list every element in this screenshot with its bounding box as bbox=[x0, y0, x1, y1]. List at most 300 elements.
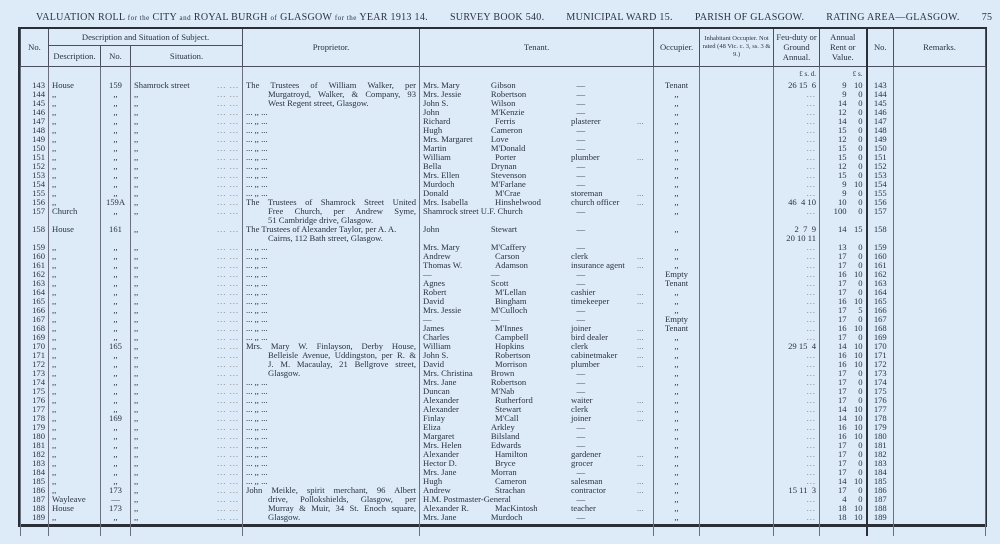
header-no-right: No. bbox=[867, 29, 894, 66]
row-number: 171 bbox=[21, 351, 49, 360]
occupier-cell: ,, bbox=[654, 477, 700, 486]
feu-duty-value: ... bbox=[806, 467, 817, 477]
situation bbox=[134, 306, 239, 315]
rent-shillings: 10 bbox=[853, 476, 863, 486]
row-number: 150 bbox=[21, 144, 49, 153]
feu-duty-value: 26 15 6 bbox=[788, 80, 817, 90]
row-number-right: 171 bbox=[867, 351, 894, 360]
tenant-surname: M'Crae bbox=[495, 188, 521, 198]
annual-rent-cell bbox=[820, 495, 867, 504]
feu-duty-value: ... bbox=[806, 287, 817, 297]
tenant-occupation: — bbox=[576, 161, 586, 171]
situation-cell bbox=[131, 135, 243, 144]
tenant-surname: Hopkins bbox=[495, 341, 525, 351]
rent-pounds: 13 bbox=[837, 242, 847, 252]
situation bbox=[134, 450, 239, 459]
description-cell: ,, bbox=[49, 117, 101, 126]
description-cell: ,, bbox=[49, 369, 101, 378]
house-number: ,, bbox=[101, 423, 131, 432]
annual-rent bbox=[823, 333, 863, 342]
annual-rent-cell bbox=[820, 432, 867, 441]
header-annual-rent: Annual Rent or Value. bbox=[820, 29, 867, 66]
tenant bbox=[423, 225, 650, 234]
feu-duty-value: ... bbox=[806, 98, 817, 108]
feu-duty-cell bbox=[774, 468, 820, 477]
situation-text: ,, bbox=[134, 314, 139, 324]
proprietor-cell bbox=[243, 126, 420, 135]
tenant-name: Shamrock street U.F. Church bbox=[423, 206, 523, 216]
rent-pounds: 17 bbox=[837, 386, 847, 396]
annual-rent-cell bbox=[820, 423, 867, 432]
feu-duty-cell bbox=[774, 90, 820, 99]
tenant-first-name: Charles bbox=[423, 332, 450, 342]
situation-cell bbox=[131, 207, 243, 225]
proprietor-cell bbox=[243, 108, 420, 117]
remarks-cell bbox=[894, 297, 986, 306]
tenant-first-name: John bbox=[423, 224, 440, 234]
rent-pounds: 16 bbox=[837, 323, 847, 333]
tenant bbox=[423, 441, 650, 450]
situation bbox=[134, 153, 239, 162]
table-row bbox=[21, 270, 986, 279]
situation-cell bbox=[131, 306, 243, 315]
tenant bbox=[423, 198, 650, 207]
feu-duty-value: ... bbox=[806, 494, 817, 504]
inhabitant-occupier-cell bbox=[700, 387, 774, 396]
description-cell: ,, bbox=[49, 351, 101, 360]
situation-text: ,, bbox=[134, 512, 139, 522]
row-number: 175 bbox=[21, 387, 49, 396]
proprietor-cell bbox=[243, 396, 420, 405]
tenant-first-name: Alexander bbox=[423, 449, 459, 459]
rent-shillings: 10 bbox=[853, 269, 863, 279]
inhabitant-occupier-cell bbox=[700, 477, 774, 486]
feu-duty-cell bbox=[774, 306, 820, 315]
annual-rent-cell bbox=[820, 504, 867, 513]
situation-text: ,, bbox=[134, 260, 139, 270]
tenant-surname: — bbox=[490, 269, 500, 279]
row-number: 187 bbox=[21, 495, 49, 504]
tenant-first-name: Donald bbox=[423, 188, 449, 198]
row-number-right: 187 bbox=[867, 495, 894, 504]
dots-leader: ... bbox=[637, 332, 644, 342]
proprietor-line: ... ,, ... bbox=[246, 143, 268, 153]
feu-duty-value: ... bbox=[806, 134, 817, 144]
situation-text: ,, bbox=[134, 467, 139, 477]
house-number: ,, bbox=[101, 378, 131, 387]
feu-duty-value: ... bbox=[806, 116, 817, 126]
tenant-occupation: — bbox=[576, 143, 586, 153]
situation-text: ,, bbox=[134, 350, 139, 360]
feu-duty-cell bbox=[774, 162, 820, 171]
proprietor-cell bbox=[243, 279, 420, 288]
situation bbox=[134, 396, 239, 405]
occupier-cell: ,, bbox=[654, 189, 700, 198]
annual-rent bbox=[823, 144, 863, 153]
tenant-surname: Bingham bbox=[495, 296, 527, 306]
annual-rent bbox=[823, 189, 863, 198]
tenant-cell bbox=[420, 252, 654, 261]
empty-cell bbox=[774, 522, 820, 536]
tenant-first-name: Andrew bbox=[423, 251, 451, 261]
row-number: 169 bbox=[21, 333, 49, 342]
occupier-cell: ,, bbox=[654, 468, 700, 477]
occupier-cell: ,, bbox=[654, 297, 700, 306]
annual-rent bbox=[823, 486, 863, 495]
rent-shillings: 0 bbox=[858, 170, 863, 180]
rent-shillings: 15 bbox=[853, 224, 863, 234]
proprietor-line: The Trustees of Alexander Taylor, per A. A. bbox=[246, 224, 397, 234]
tenant bbox=[423, 315, 650, 324]
annual-rent-cell bbox=[820, 126, 867, 135]
annual-rent-cell bbox=[820, 252, 867, 261]
proprietor-line: John Meikle, spirit merchant, 96 Albert bbox=[246, 485, 417, 495]
rent-pounds: 15 bbox=[837, 152, 847, 162]
situation-cell bbox=[131, 369, 243, 378]
inhabitant-occupier-cell bbox=[700, 459, 774, 468]
tenant-occupation: — bbox=[576, 368, 586, 378]
proprietor-line: ... ,, ... bbox=[246, 440, 268, 450]
title-text: ROYAL BURGH bbox=[193, 12, 268, 23]
feu-duty-cell bbox=[774, 252, 820, 261]
feu-duty-cell bbox=[774, 198, 820, 207]
row-number-right: 179 bbox=[867, 423, 894, 432]
row-number: 186 bbox=[21, 486, 49, 495]
dots-leader: ... ... bbox=[216, 269, 240, 279]
proprietor-line: Murray & Muir, 34 St. Enoch square, bbox=[268, 503, 417, 513]
situation bbox=[134, 270, 239, 279]
rent-shillings: 10 bbox=[853, 503, 863, 513]
rent-pounds: 14 bbox=[837, 224, 847, 234]
annual-rent bbox=[823, 117, 863, 126]
house-number: ,, bbox=[101, 207, 131, 225]
row-number-right: 149 bbox=[867, 135, 894, 144]
annual-rent-cell bbox=[820, 270, 867, 279]
house-number: ,, bbox=[101, 144, 131, 153]
description-cell: ,, bbox=[49, 342, 101, 351]
situation-cell bbox=[131, 333, 243, 342]
dots-leader: ... ... bbox=[216, 494, 240, 504]
proprietor-line: drive, Pollokshields, Glasgow, per bbox=[268, 494, 417, 504]
remarks-cell bbox=[894, 360, 986, 369]
row-number-right: 173 bbox=[867, 369, 894, 378]
feu-duty-value: ... bbox=[806, 296, 817, 306]
inhabitant-occupier-cell bbox=[700, 315, 774, 324]
tenant-surname: M'Farlane bbox=[490, 179, 526, 189]
feu-duty-value: 29 15 4 bbox=[788, 341, 817, 351]
house-number: ,, bbox=[101, 117, 131, 126]
house-number: 169 bbox=[101, 414, 131, 423]
tenant-occupation: — bbox=[576, 377, 586, 387]
inhabitant-occupier-cell bbox=[700, 243, 774, 252]
dots-leader: ... ... bbox=[216, 413, 240, 423]
feu-duty-value: ... bbox=[806, 107, 817, 117]
tenant-first-name: Hugh bbox=[423, 125, 443, 135]
empty-cell bbox=[894, 522, 986, 536]
annual-rent-cell bbox=[820, 180, 867, 189]
situation bbox=[134, 414, 239, 423]
row-number-right: 148 bbox=[867, 126, 894, 135]
tenant-first-name: Bella bbox=[423, 161, 442, 171]
description-cell: ,, bbox=[49, 288, 101, 297]
annual-rent bbox=[823, 405, 863, 414]
house-number: 165 bbox=[101, 342, 131, 351]
dots-leader: ... ... bbox=[216, 98, 240, 108]
inhabitant-occupier-cell bbox=[700, 468, 774, 477]
annual-rent-cell bbox=[820, 117, 867, 126]
description-cell: ,, bbox=[49, 387, 101, 396]
row-number-right: 184 bbox=[867, 468, 894, 477]
remarks-cell bbox=[894, 342, 986, 351]
house-number: 161 bbox=[101, 225, 131, 243]
rent-shillings: 0 bbox=[858, 89, 863, 99]
row-number: 182 bbox=[21, 450, 49, 459]
remarks-cell bbox=[894, 99, 986, 108]
feu-duty-value: ... bbox=[806, 323, 817, 333]
annual-rent bbox=[823, 504, 863, 513]
inhabitant-occupier-cell bbox=[700, 261, 774, 270]
row-number: 176 bbox=[21, 396, 49, 405]
situation bbox=[134, 387, 239, 396]
tenant-first-name: — bbox=[423, 269, 432, 279]
dots-leader bbox=[639, 225, 650, 234]
proprietor-line: ... ,, ... bbox=[246, 287, 268, 297]
rent-shillings: 0 bbox=[858, 161, 863, 171]
situation-text: ,, bbox=[134, 224, 139, 234]
tenant bbox=[423, 360, 650, 369]
proprietor-line: Belleisle Avenue, Uddingston, per R. & bbox=[268, 350, 417, 360]
annual-rent-cell bbox=[820, 189, 867, 198]
feu-duty-cell bbox=[774, 342, 820, 351]
situation-text: ,, bbox=[134, 161, 139, 171]
title-text: for the bbox=[334, 14, 357, 22]
dots-leader: ... ... bbox=[216, 125, 240, 135]
tenant-surname: Morran bbox=[490, 467, 517, 477]
tenant bbox=[423, 342, 650, 351]
row-number-right: 147 bbox=[867, 117, 894, 126]
tenant-first-name: Robert bbox=[423, 287, 447, 297]
remarks-cell bbox=[894, 90, 986, 99]
inhabitant-occupier-cell bbox=[700, 441, 774, 450]
row-number: 165 bbox=[21, 297, 49, 306]
rent-pounds: 17 bbox=[837, 332, 847, 342]
table-row bbox=[21, 153, 986, 162]
table-row bbox=[21, 117, 986, 126]
tenant bbox=[423, 486, 650, 495]
tenant-occupation: cabinetmaker bbox=[571, 350, 618, 360]
tenant bbox=[423, 477, 650, 486]
proprietor-cell bbox=[243, 135, 420, 144]
rent-shillings: 0 bbox=[858, 368, 863, 378]
tenant-first-name: Martin bbox=[423, 143, 447, 153]
annual-rent-cell bbox=[820, 261, 867, 270]
inhabitant-occupier-cell bbox=[700, 90, 774, 99]
feu-duty-value: ... bbox=[806, 305, 817, 315]
feu-duty-cell bbox=[774, 324, 820, 333]
situation bbox=[134, 90, 239, 99]
inhabitant-occupier-cell bbox=[700, 297, 774, 306]
rent-shillings: 0 bbox=[858, 449, 863, 459]
feu-duty-value: ... bbox=[806, 503, 817, 513]
tenant-cell bbox=[420, 144, 654, 153]
feu-duty-cell bbox=[774, 99, 820, 108]
proprietor-line: ... ,, ... bbox=[246, 134, 268, 144]
remarks-cell bbox=[894, 162, 986, 171]
rent-pounds: 17 bbox=[837, 278, 847, 288]
dots-leader bbox=[639, 81, 650, 90]
row-number: 183 bbox=[21, 459, 49, 468]
situation bbox=[134, 126, 239, 135]
occupier-cell: ,, bbox=[654, 369, 700, 378]
proprietor-line: ... ,, ... bbox=[246, 251, 268, 261]
empty-cell bbox=[131, 522, 243, 536]
occupier-cell: ,, bbox=[654, 423, 700, 432]
tenant-cell bbox=[420, 297, 654, 306]
situation-cell bbox=[131, 315, 243, 324]
dots-leader bbox=[639, 207, 650, 216]
occupier-cell: Empty bbox=[654, 270, 700, 279]
tenant-occupation: — bbox=[576, 179, 586, 189]
situation bbox=[134, 279, 239, 288]
tenant bbox=[423, 513, 650, 522]
table-row bbox=[21, 378, 986, 387]
annual-rent-cell bbox=[820, 378, 867, 387]
situation-cell bbox=[131, 468, 243, 477]
occupier-cell: ,, bbox=[654, 306, 700, 315]
proprietor-line: ... ,, ... bbox=[246, 296, 268, 306]
row-number-right: 151 bbox=[867, 153, 894, 162]
tenant-cell bbox=[420, 396, 654, 405]
proprietor-cell bbox=[243, 477, 420, 486]
tenant-first-name: William bbox=[423, 341, 451, 351]
proprietor-line: Mrs. Mary W. Finlayson, Derby House, bbox=[246, 341, 417, 351]
feu-duty-value: ... bbox=[806, 188, 817, 198]
proprietor-cell bbox=[243, 99, 420, 108]
situation bbox=[134, 441, 239, 450]
row-number: 188 bbox=[21, 504, 49, 513]
rent-shillings: 0 bbox=[858, 314, 863, 324]
tenant-surname: M'Lellan bbox=[495, 287, 527, 297]
table-filler bbox=[21, 522, 986, 536]
situation-cell bbox=[131, 279, 243, 288]
dots-leader: ... ... bbox=[216, 485, 240, 495]
tenant bbox=[423, 306, 650, 315]
situation bbox=[134, 252, 239, 261]
tenant-surname: Bryce bbox=[495, 458, 516, 468]
remarks-cell bbox=[894, 486, 986, 495]
tenant-cell bbox=[420, 198, 654, 207]
proprietor-cell bbox=[243, 342, 420, 351]
tenant-occupation: timekeeper bbox=[571, 296, 610, 306]
table-row bbox=[21, 252, 986, 261]
row-number-right: 169 bbox=[867, 333, 894, 342]
situation bbox=[134, 135, 239, 144]
proprietor-cell bbox=[243, 387, 420, 396]
occupier-cell: Tenant bbox=[654, 324, 700, 333]
row-number: 174 bbox=[21, 378, 49, 387]
tenant-surname: Hamilton bbox=[495, 449, 528, 459]
inhabitant-occupier-cell bbox=[700, 342, 774, 351]
tenant-occupation: joiner bbox=[571, 413, 592, 423]
dots-leader: ... bbox=[637, 341, 644, 351]
proprietor-line: ... ,, ... bbox=[246, 116, 268, 126]
table-row bbox=[21, 387, 986, 396]
feu-duty-cell bbox=[774, 180, 820, 189]
annual-rent bbox=[823, 369, 863, 378]
remarks-cell bbox=[894, 477, 986, 486]
house-number: 173 bbox=[101, 504, 131, 513]
table-row bbox=[21, 288, 986, 297]
dots-leader: ... ... bbox=[216, 278, 240, 288]
tenant-surname: Cameron bbox=[490, 125, 523, 135]
table-row bbox=[21, 162, 986, 171]
table-row bbox=[21, 342, 986, 351]
feu-duty-value: ... bbox=[806, 152, 817, 162]
annual-rent bbox=[823, 288, 863, 297]
feu-duty-cell bbox=[774, 423, 820, 432]
situation-text: ,, bbox=[134, 251, 139, 261]
occupier-cell: ,, bbox=[654, 108, 700, 117]
tenant-first-name: John S. bbox=[423, 98, 449, 108]
dots-leader bbox=[639, 180, 650, 189]
row-number: 179 bbox=[21, 423, 49, 432]
roll-title bbox=[36, 12, 428, 23]
tenant-surname: Morrison bbox=[495, 359, 528, 369]
tenant-first-name: David bbox=[423, 359, 445, 369]
tenant-occupation: — bbox=[576, 80, 586, 90]
rent-shillings: 0 bbox=[858, 467, 863, 477]
row-number-right: 168 bbox=[867, 324, 894, 333]
dots-leader: ... ... bbox=[216, 449, 240, 459]
inhabitant-occupier-cell bbox=[700, 81, 774, 90]
proprietor-line: Glasgow. bbox=[268, 368, 301, 378]
annual-rent bbox=[823, 108, 863, 117]
row-number-right: 185 bbox=[867, 477, 894, 486]
dots-leader: ... ... bbox=[216, 224, 240, 234]
table-row bbox=[21, 396, 986, 405]
table-row bbox=[21, 108, 986, 117]
situation-text: ,, bbox=[134, 341, 139, 351]
row-number-right: 180 bbox=[867, 432, 894, 441]
tenant-occupation: plumber bbox=[571, 359, 600, 369]
tenant-surname: Porter bbox=[495, 152, 517, 162]
dots-leader: ... ... bbox=[216, 368, 240, 378]
situation bbox=[134, 477, 239, 486]
situation bbox=[134, 468, 239, 477]
situation-cell bbox=[131, 342, 243, 351]
situation bbox=[134, 432, 239, 441]
occupier-cell: ,, bbox=[654, 144, 700, 153]
house-number: ,, bbox=[101, 351, 131, 360]
feu-duty-cell bbox=[774, 279, 820, 288]
situation-text: ,, bbox=[134, 431, 139, 441]
table-row bbox=[21, 360, 986, 369]
remarks-cell bbox=[894, 495, 986, 504]
feu-duty-cell bbox=[774, 315, 820, 324]
row-number-right: 154 bbox=[867, 180, 894, 189]
rent-pounds: 16 bbox=[837, 296, 847, 306]
remarks-cell bbox=[894, 270, 986, 279]
rent-pounds: 4 bbox=[842, 494, 847, 504]
feu-units: £ s. d. bbox=[774, 66, 820, 81]
row-number: 159 bbox=[21, 243, 49, 252]
house-number: 173 bbox=[101, 486, 131, 495]
tenant-surname: Stewart bbox=[490, 224, 518, 234]
tenant-cell bbox=[420, 135, 654, 144]
house-number: ,, bbox=[101, 99, 131, 108]
tenant-cell bbox=[420, 153, 654, 162]
proprietor-line: ... ,, ... bbox=[246, 377, 268, 387]
